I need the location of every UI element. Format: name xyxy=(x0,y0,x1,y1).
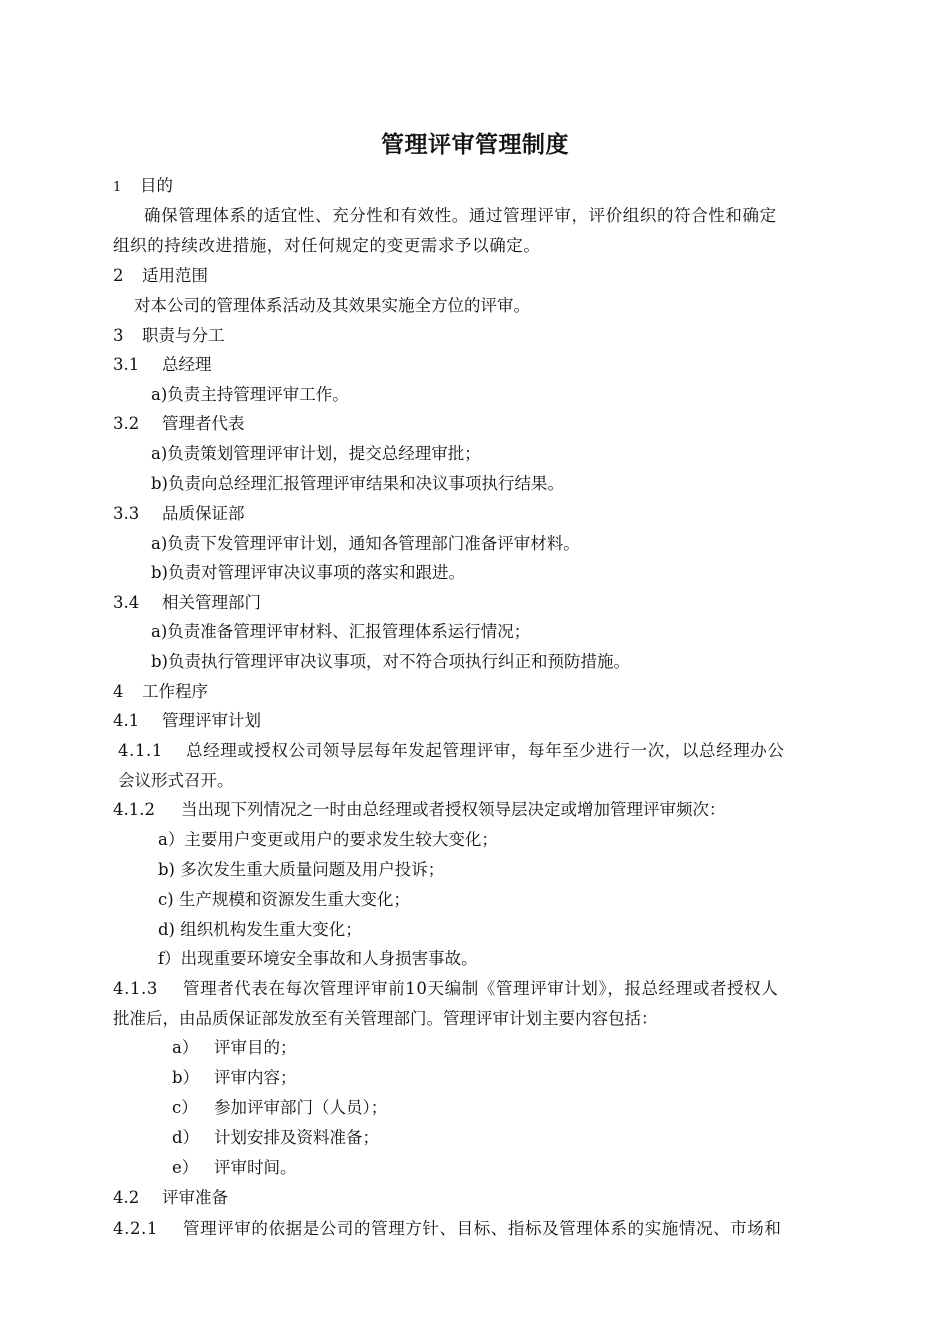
list-item: a)负责策划管理评审计划，提交总经理审批； xyxy=(151,444,481,463)
list-item: c) 生产规模和资源发生重大变化； xyxy=(158,890,410,909)
list-item: a)负责准备管理评审材料、汇报管理体系运行情况； xyxy=(151,622,531,641)
clause-4-1-3: 4.1.3 管理者代表在每次管理评审前10天编制《管理评审计划》，报总经理或者授权人 xyxy=(113,979,779,998)
list-item: b) 多次发生重大质量问题及用户投诉； xyxy=(158,860,445,879)
list-item: d) 组织机构发生重大变化； xyxy=(158,920,362,939)
subsection-heading-4-1: 4.1 管理评审计划 xyxy=(113,711,261,730)
subsection-heading-4-2: 4.2 评审准备 xyxy=(113,1188,228,1207)
clause-4-2-1: 4.2.1 管理评审的依据是公司的管理方针、目标、指标及管理体系的实施情况、市场和 xyxy=(113,1219,782,1238)
list-item: a） 评审目的； xyxy=(172,1038,297,1057)
list-item: c） 参加评审部门（人员）； xyxy=(172,1098,388,1117)
section-heading-1: 1 目的 xyxy=(113,176,173,195)
subsection-heading-3-4: 3.4 相关管理部门 xyxy=(113,593,261,612)
list-item: b)负责向总经理汇报管理评审结果和决议事项执行结果。 xyxy=(151,474,564,493)
list-item: a)负责下发管理评审计划，通知各管理部门准备评审材料。 xyxy=(151,534,580,553)
subsection-heading-3-3: 3.3 品质保证部 xyxy=(113,504,245,523)
paragraph-line: 批准后，由品质保证部发放至有关管理部门。管理评审计划主要内容包括： xyxy=(113,1009,658,1028)
subsection-heading-3-2: 3.2 管理者代表 xyxy=(113,414,245,433)
list-item: b)负责对管理评审决议事项的落实和跟进。 xyxy=(151,563,465,582)
section-heading-2: 2 适用范围 xyxy=(113,266,208,285)
list-item: b)负责执行管理评审决议事项，对不符合项执行纠正和预防措施。 xyxy=(151,652,630,671)
paragraph-line: 对本公司的管理体系活动及其效果实施全方位的评审。 xyxy=(134,296,530,315)
section-heading-3: 3 职责与分工 xyxy=(113,326,225,345)
list-item: b） 评审内容； xyxy=(172,1068,297,1087)
clause-4-1-2: 4.1.2 当出现下列情况之一时由总经理或者授权领导层决定或增加管理评审频次： xyxy=(113,800,726,819)
paragraph-line: 组织的持续改进措施，对任何规定的变更需求予以确定。 xyxy=(113,236,541,255)
list-item: f）出现重要环境安全事故和人身损害事故。 xyxy=(158,949,478,968)
paragraph-line: 确保管理体系的适宜性、充分性和有效性。通过管理评审，评价组织的符合性和确定 xyxy=(144,206,777,225)
section-heading-4: 4 工作程序 xyxy=(113,682,208,701)
subsection-heading-3-1: 3.1 总经理 xyxy=(113,355,212,374)
list-item: a)负责主持管理评审工作。 xyxy=(151,385,349,404)
paragraph-line: 会议形式召开。 xyxy=(118,771,234,790)
list-item: d） 计划安排及资料准备； xyxy=(172,1128,379,1147)
document-title: 管理评审管理制度 xyxy=(381,132,569,158)
list-item: a）主要用户变更或用户的要求发生较大变化； xyxy=(158,830,498,849)
list-item: e） 评审时间。 xyxy=(172,1158,297,1177)
clause-4-1-1: 4.1.1 总经理或授权公司领导层每年发起管理评审，每年至少进行一次，以总经理办公 xyxy=(118,741,785,760)
